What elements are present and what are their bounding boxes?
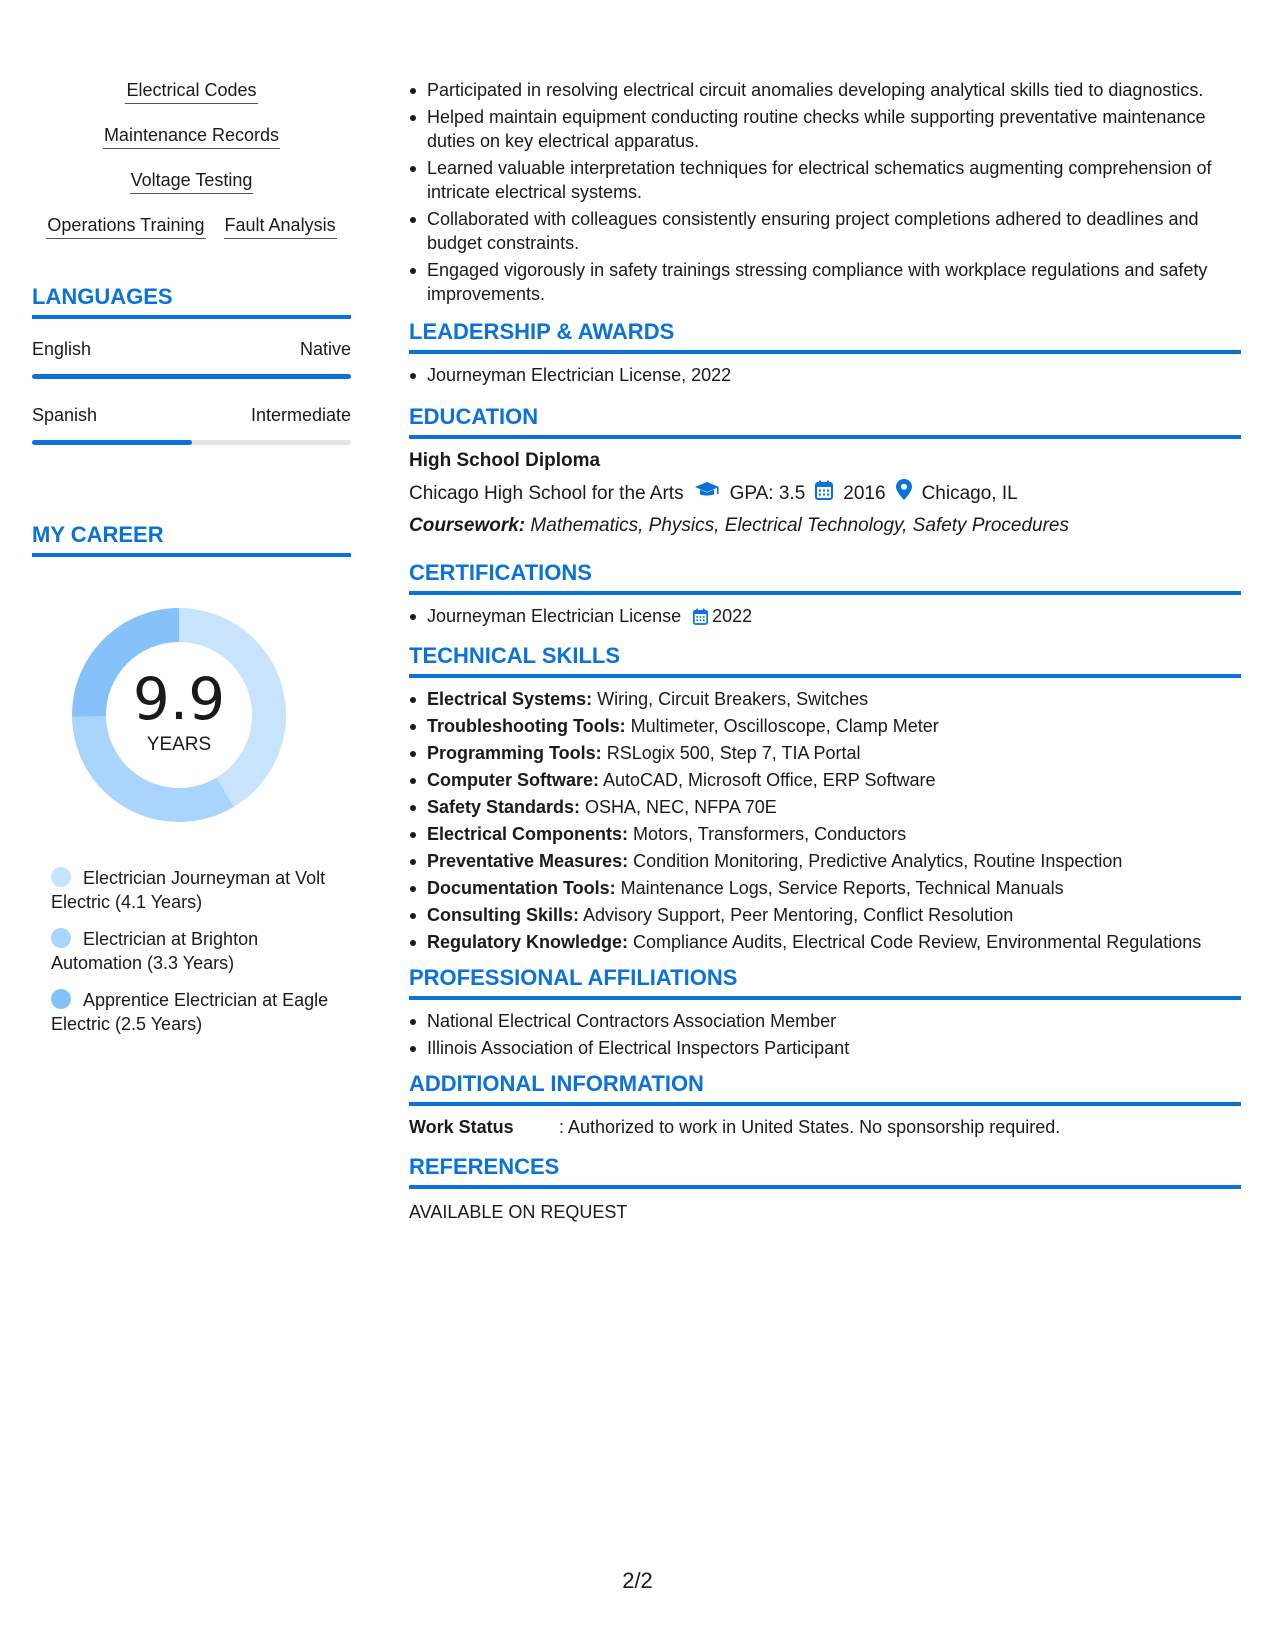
legend-dot: [51, 989, 71, 1009]
gpa: GPA: 3.5: [729, 482, 806, 504]
work-status-row: [409, 1115, 1241, 1139]
skill-value: AutoCAD, Microsoft Office, ERP Software: [599, 770, 936, 790]
list-item: [409, 687, 1241, 711]
additional-info-section: [409, 1070, 1241, 1139]
skill-label: Preventative Measures:: [427, 851, 629, 871]
coursework-value: Mathematics, Physics, Electrical Technology, Safety Procedures: [525, 515, 1069, 536]
language-level: Intermediate: [250, 405, 351, 425]
list-item: Learned valuable interpretation techniques for electrical schematics augmenting comprehension of intricate electrical systems.: [409, 156, 1241, 204]
section-divider: [32, 315, 351, 319]
calendar-icon: [815, 480, 833, 508]
skill-row: [32, 213, 351, 239]
section-divider: [32, 553, 351, 557]
list-item: Illinois Association of Electrical Inspectors Participant: [409, 1036, 1241, 1060]
list-item: Journeyman Electrician License, 2022: [409, 363, 1241, 387]
skill-row: [32, 78, 351, 104]
career-legend-item: [51, 927, 341, 975]
skill-label: Safety Standards:: [427, 797, 581, 817]
certification-name: Journeyman Electrician License: [427, 606, 682, 626]
awards-section: [409, 318, 1241, 387]
section-heading: LANGUAGES: [32, 284, 173, 309]
graduation-cap-icon: [694, 481, 720, 507]
technical-skills-section: [409, 642, 1241, 954]
school-location: Chicago, IL: [921, 482, 1018, 504]
language-name: Spanish: [32, 405, 98, 425]
career-total-unit: YEARS: [146, 734, 212, 755]
skill-tag: Voltage Testing: [130, 168, 254, 194]
skill-value: Maintenance Logs, Service Reports, Technical Manuals: [615, 878, 1064, 898]
skill-tags: [32, 78, 351, 239]
section-divider: [409, 591, 1241, 595]
skill-label: Documentation Tools:: [427, 878, 616, 898]
legend-dot: [51, 867, 71, 887]
skill-value: OSHA, NEC, NFPA 70E: [580, 797, 777, 817]
language-name: English: [32, 339, 92, 359]
section-heading: EDUCATION: [409, 404, 539, 429]
skill-label: Programming Tools:: [427, 743, 602, 763]
awards-list: [409, 363, 1241, 387]
affiliations-list: [409, 1009, 1241, 1060]
language-bar-fill: [32, 440, 192, 445]
career-legend-text: Electrician at Brighton Automation (3.3 Years): [51, 929, 259, 973]
section-divider: [409, 435, 1241, 439]
right-column: [409, 78, 1241, 1224]
language-bar-fill: [32, 374, 351, 379]
list-item: Helped maintain equipment conducting routine checks while supporting preventative maintenance duties on key electrical apparatus.: [409, 105, 1241, 153]
skill-value: Condition Monitoring, Predictive Analytics, Routine Inspection: [628, 851, 1123, 871]
language-level: Native: [299, 339, 351, 359]
language-item: [32, 337, 351, 379]
list-item: [409, 741, 1241, 765]
skill-label: Regulatory Knowledge:: [427, 932, 629, 952]
legend-dot: [51, 928, 71, 948]
certifications-list: [409, 604, 1241, 628]
section-divider: [409, 674, 1241, 678]
section-heading: MY CAREER: [32, 522, 164, 547]
list-item: [409, 849, 1241, 873]
technical-skills-list: [409, 687, 1241, 954]
section-heading: REFERENCES: [409, 1154, 560, 1179]
references-text: AVAILABLE ON REQUEST: [409, 1202, 628, 1222]
skill-tag: Maintenance Records: [103, 123, 280, 149]
coursework: [409, 513, 1241, 539]
section-heading: PROFESSIONAL AFFILIATIONS: [409, 965, 738, 990]
skill-label: Electrical Systems:: [427, 689, 593, 709]
career-legend-item: [51, 866, 341, 914]
section-divider: [409, 1102, 1241, 1106]
skill-tag: Electrical Codes: [125, 78, 257, 104]
list-item: [409, 795, 1241, 819]
list-item: Engaged vigorously in safety trainings stressing compliance with workplace regulations and safety improvements.: [409, 258, 1241, 306]
career-donut-chart: [66, 602, 292, 828]
languages-section: [32, 283, 351, 445]
affiliations-section: [409, 964, 1241, 1060]
list-item: National Electrical Contractors Association Member: [409, 1009, 1241, 1033]
skill-value: Compliance Audits, Electrical Code Review, Environmental Regulations: [628, 932, 1202, 952]
education-section: [409, 403, 1241, 539]
skill-row: [32, 123, 351, 149]
graduation-year: 2016: [843, 482, 886, 504]
education-details: [409, 479, 1241, 508]
list-item: [409, 604, 1241, 628]
language-item: [32, 403, 351, 445]
school-name: Chicago High School for the Arts: [409, 482, 684, 504]
section-divider: [409, 996, 1241, 1000]
language-bar: [32, 374, 351, 379]
career-legend: [51, 866, 341, 1036]
list-item: [409, 903, 1241, 927]
list-item: Participated in resolving electrical circuit anomalies developing analytical skills tied to diagnostics.: [409, 78, 1241, 102]
degree-title: High School Diploma: [409, 450, 601, 471]
section-heading: LEADERSHIP & AWARDS: [409, 319, 675, 344]
references-section: [409, 1153, 1241, 1224]
skill-value: Multimeter, Oscilloscope, Clamp Meter: [625, 716, 939, 736]
section-divider: [409, 1185, 1241, 1189]
section-heading: ADDITIONAL INFORMATION: [409, 1071, 704, 1096]
skill-tag: Operations Training: [46, 213, 205, 239]
section-divider: [409, 350, 1241, 354]
skill-value: RSLogix 500, Step 7, TIA Portal: [601, 743, 861, 763]
language-bar: [32, 440, 351, 445]
skill-tag: Fault Analysis: [224, 213, 337, 239]
experience-bullets: [409, 78, 1241, 306]
section-heading: TECHNICAL SKILLS: [409, 643, 621, 668]
left-column: [32, 78, 351, 1049]
list-item: [409, 714, 1241, 738]
career-total-value: 9.9: [132, 665, 226, 733]
list-item: Collaborated with colleagues consistently ensuring project completions adhered to deadlines and budget constraints.: [409, 207, 1241, 255]
skill-row: [32, 168, 351, 194]
skill-value: Motors, Transformers, Conductors: [628, 824, 907, 844]
skill-label: Computer Software:: [427, 770, 600, 790]
list-item: [409, 768, 1241, 792]
career-legend-text: Apprentice Electrician at Eagle Electric (2.5 Years): [51, 990, 329, 1034]
skill-value: Advisory Support, Peer Mentoring, Conflict Resolution: [579, 905, 1014, 925]
work-status-value: : Authorized to work in United States. No sponsorship required.: [559, 1117, 1061, 1137]
location-pin-icon: [896, 479, 912, 508]
page-number: 2/2: [622, 1568, 653, 1593]
section-heading: CERTIFICATIONS: [409, 560, 592, 585]
certifications-section: [409, 559, 1241, 628]
skill-label: Consulting Skills:: [427, 905, 580, 925]
skill-label: Electrical Components:: [427, 824, 629, 844]
career-section: [32, 521, 351, 1036]
list-item: [409, 822, 1241, 846]
career-legend-text: Electrician Journeyman at Volt Electric (4.1 Years): [51, 868, 326, 912]
career-legend-item: [51, 988, 341, 1036]
list-item: [409, 876, 1241, 900]
donut-center: [66, 602, 292, 828]
calendar-icon: [693, 608, 708, 625]
certification-year: 2022: [712, 606, 753, 626]
coursework-label: Coursework:: [409, 515, 526, 536]
skill-value: Wiring, Circuit Breakers, Switches: [592, 689, 869, 709]
work-status-label: Work Status: [409, 1117, 514, 1137]
list-item: [409, 930, 1241, 954]
skill-label: Troubleshooting Tools:: [427, 716, 626, 736]
